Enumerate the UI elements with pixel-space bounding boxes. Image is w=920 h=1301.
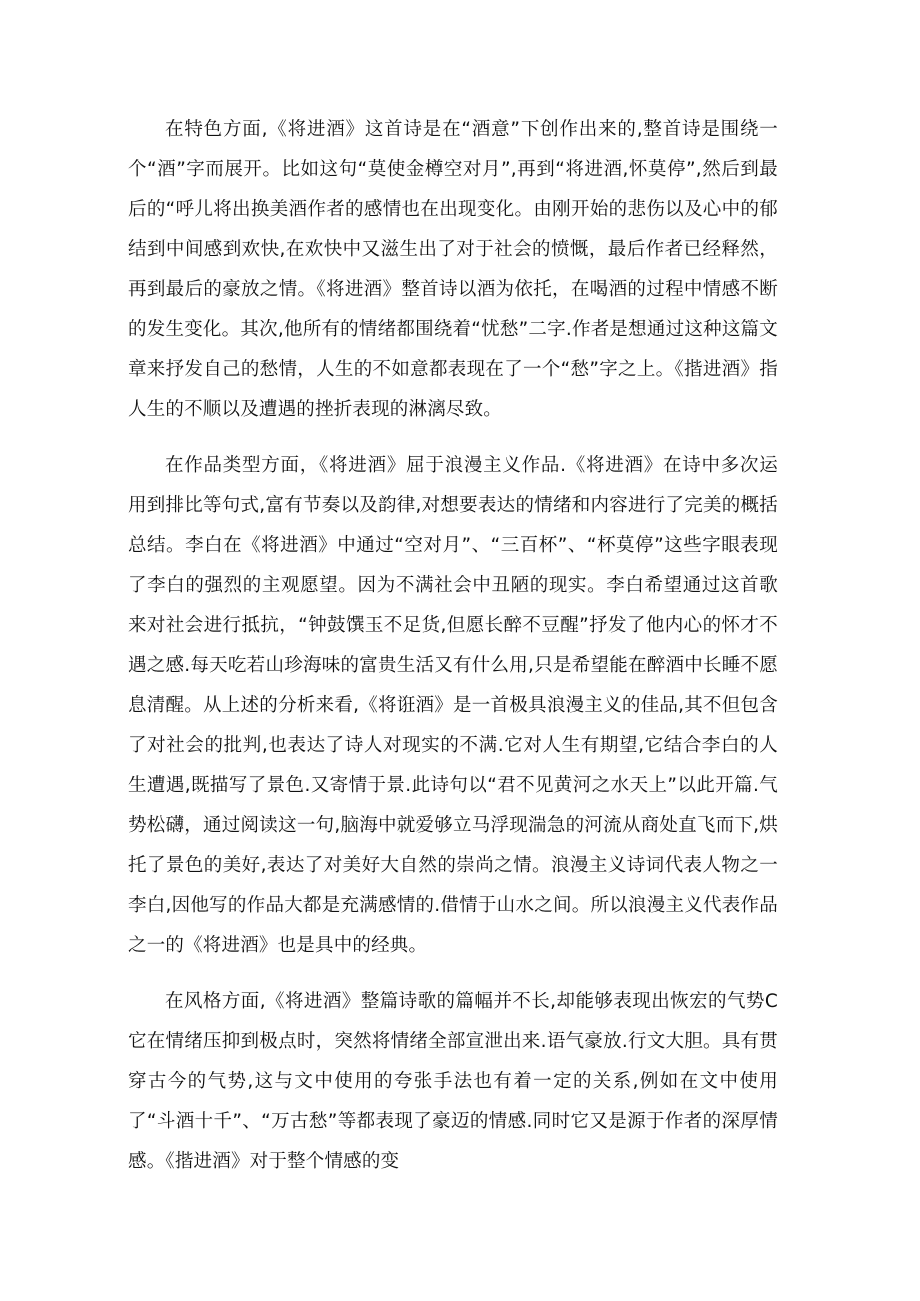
paragraph-style-features: 在特色方面,《将进酒》这首诗是在“酒意”下创作出来的,整首诗是围绕一个“酒”字而展开。比如这句“莫使金樽空对月”,再到“将进酒,怀莫停”,然后到最后的“呼儿将出换美酒作者的感情也在出现变化。由刚开始的悲伤以及心中的郁结到中间感到欢快,在欢快中又滋生出了对于社会的愤慨，最后作者已经释然，再到最后的豪放之情。《将进酒》整首诗以酒为依托，在喝酒的过程中情感不断的发生变化。其次,他所有的情绪都围绕着“忧愁”二字.作者是想通过这种这篇文章来抒发自己的愁情，人生的不如意都表现在了一个“愁”字之上。《揩进酒》指人生的不顺以及遭遇的挫折表现的淋漓尽致。 [128,119,778,420]
paragraph-style-aspect: 在风格方面,《将进酒》整篇诗歌的篇幅并不长,却能够表现出恢宏的气势C它在情绪压抑到极点时，突然将情绪全部宣泄出来.语气豪放.行文大胆。具有贯穿古今的气势,这与文中使用的夸张手法也有着一定的关系,例如在文中使用了“斗酒十千”、“万古愁”等都表现了豪迈的情感.同时它又是源于作者的深厚情感。《揩进酒》对于整个情感的变 [128,991,778,1172]
document-page [128,110,778,1198]
paragraph-work-type: 在作品类型方面，《将进酒》屈于浪漫主义作品.《将进酒》在诗中多次运用到排比等句式,富有节奏以及韵律,对想要表达的情绪和内容进行了完美的概括总结。李白在《将进酒》中通过“空对月”、“三百杯”、“杯莫停”这些字眼表现了李白的强烈的主观愿望。因为不满社会中丑陋的现实。李白希望通过这首歌来对社会进行抵抗，“钟鼓馔玉不足货,但愿长醉不豆醒”抒发了他内心的怀才不遇之感.每天吃若山珍海味的富贵生活又有什么用,只是希望能在醉酒中长睡不愿息清醒。从上述的分析来看,《将诳酒》是一首极具浪漫主义的佳品,其不但包含了对社会的批判,也表达了诗人对现实的不满.它对人生有期望,它结合李白的人生遭遇,既描写了景色.又寄情于景.此诗句以“君不见黄河之水天上”以此开篇.气势松礴，通过阅读这一句,脑海中就爱够立马浮现湍急的河流从商处直飞而下,烘托了景色的美好,表达了对美好大自然的崇尚之情。浪漫主义诗词代表人物之一李白,因他写的作品大都是充满感情的.借情于山水之间。所以浪漫主义代表作品之一的《将进酒》也是具中的经典。 [128,455,778,956]
